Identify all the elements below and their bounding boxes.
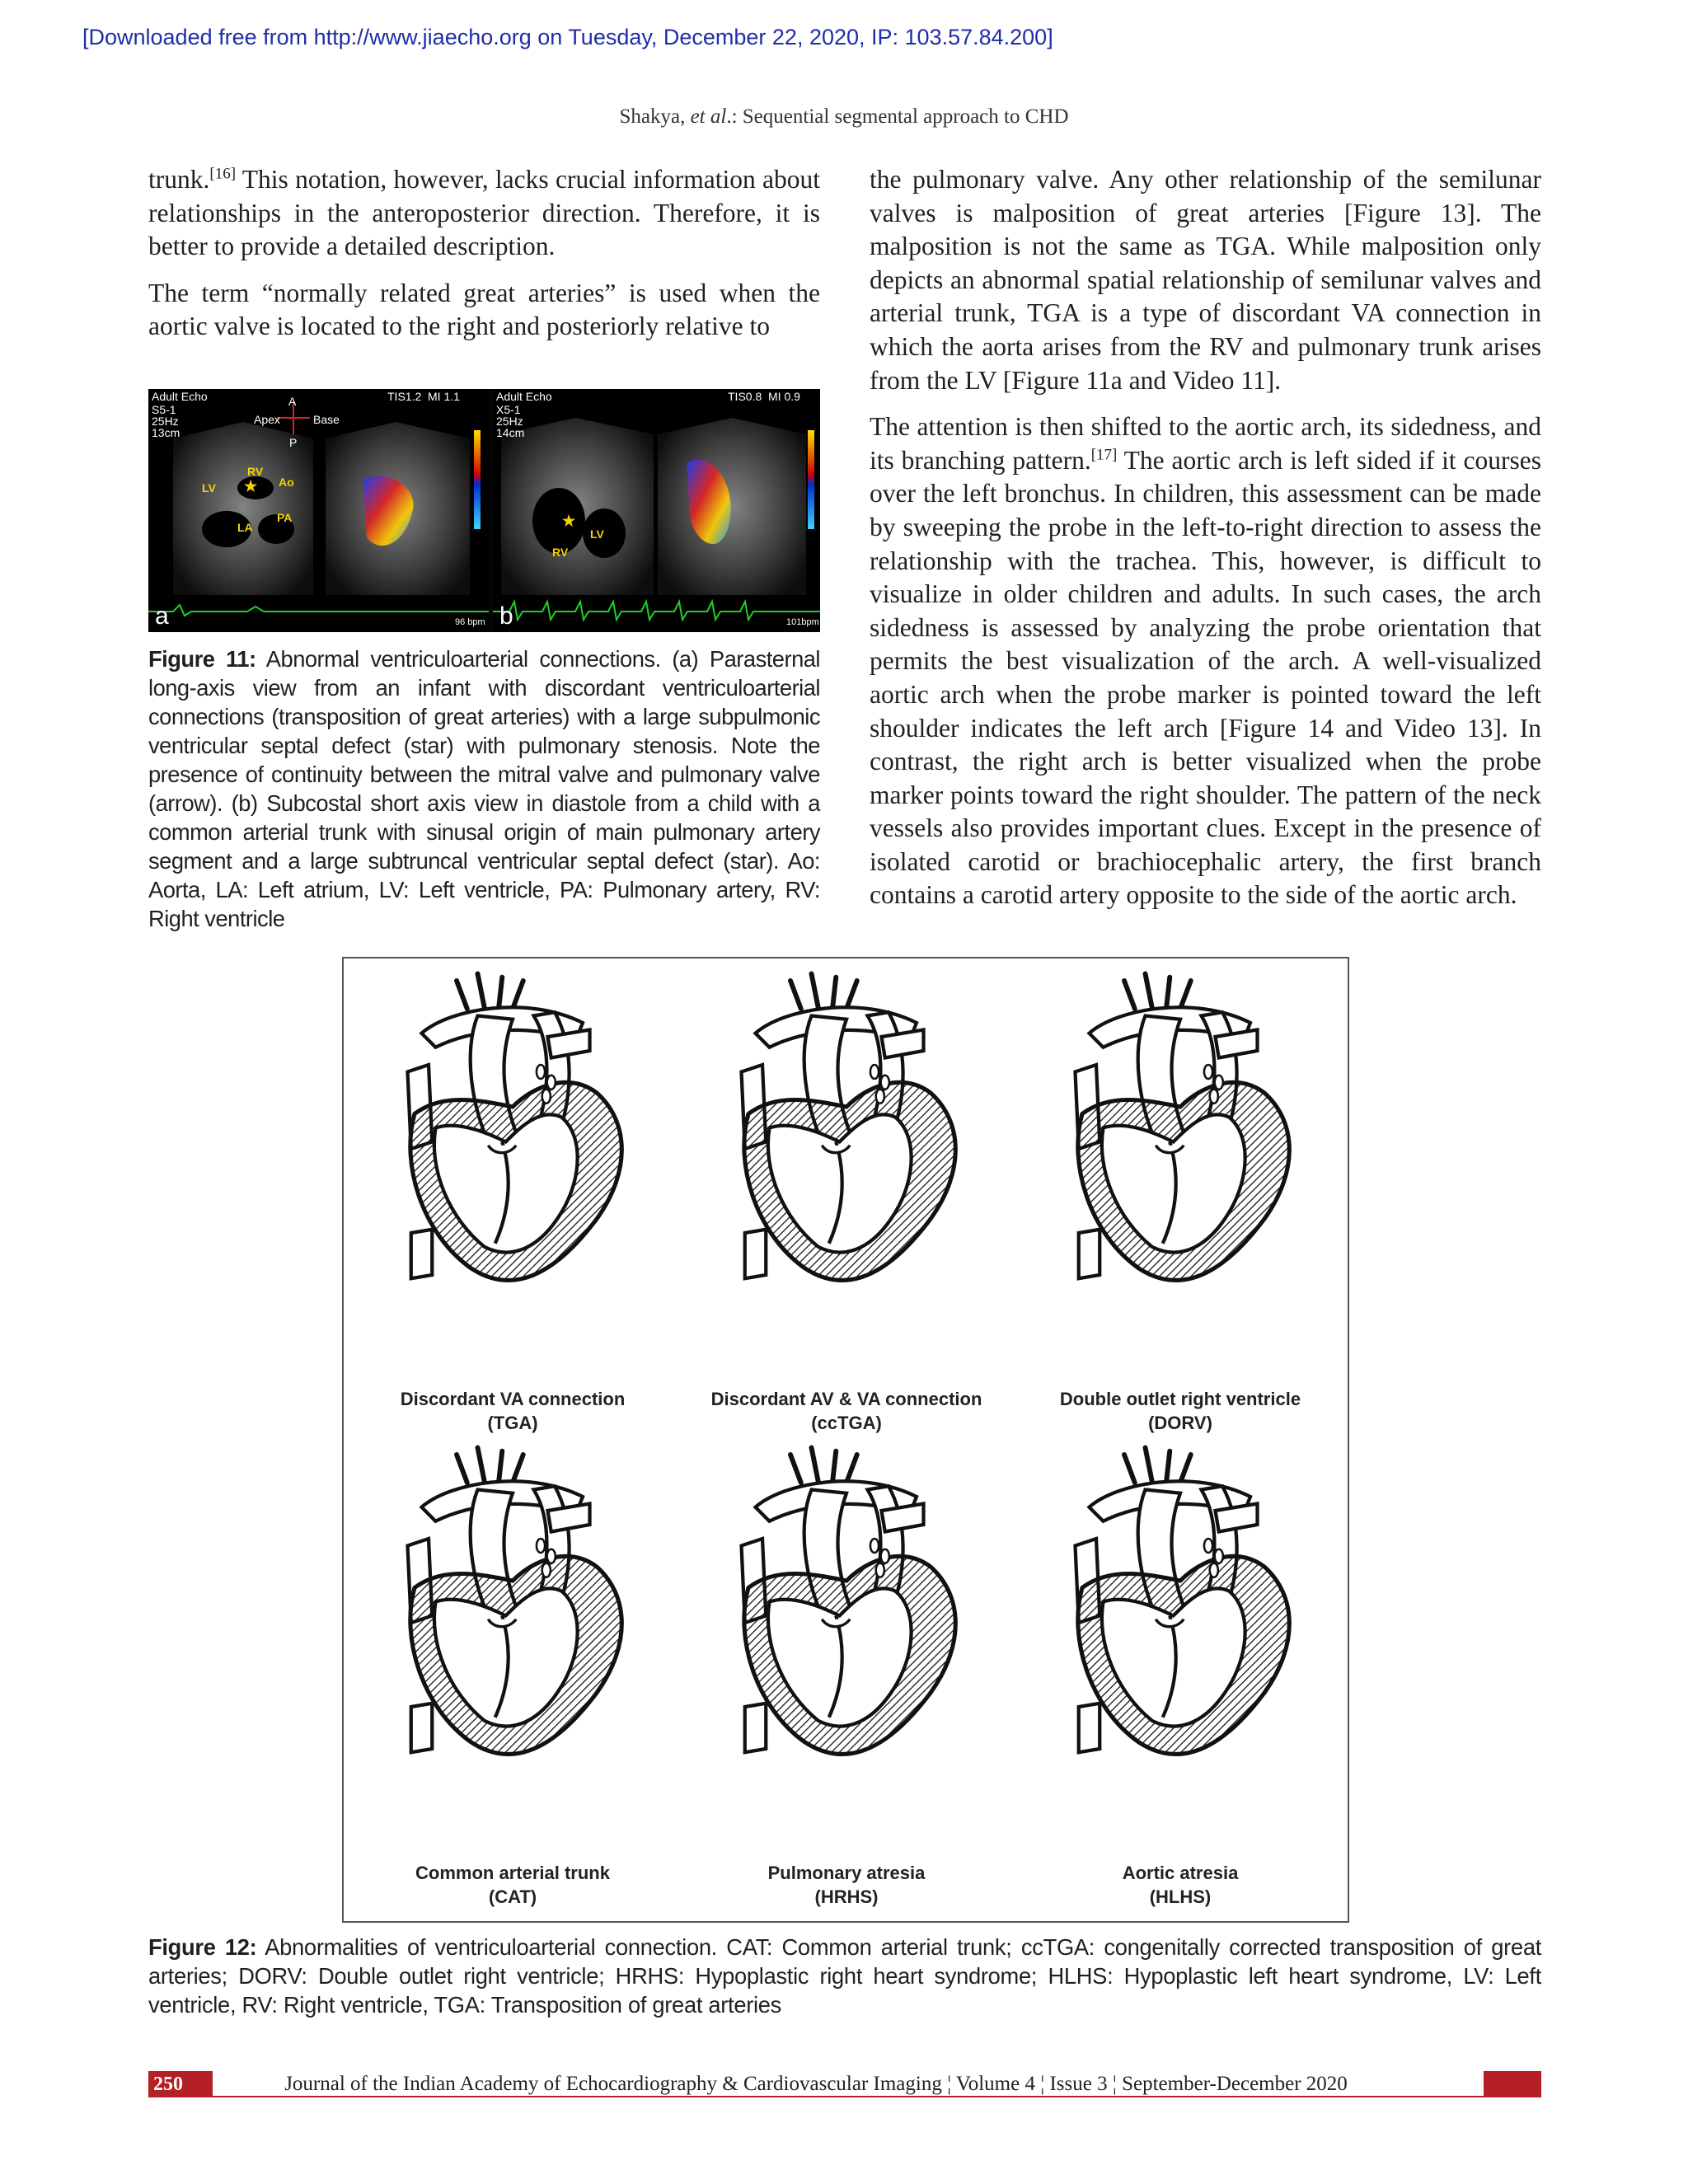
figure-12 [342,957,1349,1923]
orientation-base: Base [313,413,340,426]
orientation-p: P [289,436,298,449]
panel-label-hrhs [682,1861,1011,1909]
reference-16[interactable]: [16] [209,165,237,183]
page-number: 250 [148,2071,213,2097]
echo-b-tis: TIS0.8 MI 0.9 [728,390,800,403]
star-marker-icon: ★ [244,478,258,494]
reference-17[interactable]: [17] [1090,446,1118,464]
panel-label-line2: (HLHS) [1149,1886,1212,1907]
figure-11-caption-text: Abnormal ventriculoarterial connections. (a) Parasternal long-axis view from an infant with discordant ventriculoarterial connections (transposition of great arteries) with a large subpulmonic ventricular septal defect (star) with pulmonary stenosis. Note the presence of continuity between the mitral valve and pulmonary valve (arrow). (b) Subcostal short axis view in diastole from a child with a common arterial trunk with sinusal origin of main pulmonary artery segment and a large subtruncal ventricular septal defect (star). Ao: Aorta, LA: Left atrium, LV: Left ventricle, PA: Pulmonary artery, RV: Right ventricle [148,646,821,931]
figure-12-caption-text: Abnormalities of ventriculoarterial connection. CAT: Common arterial trunk; ccTGA: congenitally corrected transposition of great arteries; DORV: Double outlet right ventricle; HRHS: Hypoplastic right heart syndrome; HLHS: Hypoplastic left heart syndrome, LV: Left ventricle, RV: Right ventricle, TGA: Transposition of great arteries [148,1934,1541,2018]
panel-label-tga [348,1387,678,1435]
anatomy-label: LV [590,527,604,541]
panel-label-line1: Discordant AV & VA connection [710,1389,982,1409]
right-p2-rest: The aortic arch is left sided if it courses over the left bronchus. In children, this assessment can be made by sweeping the probe in the left-to-right direction to assess the relationship with the trachea. This, however, is difficult to visualize in older children and adults. In such cases, the arch sidedness is assessed by analyzing the probe orientation that permits the best visualization of the arch. A well-visualized aortic arch when the probe marker is pointed toward the left shoulder indicates the left arch [Figure 14 and Video 13]. In contrast, the right arch is better visualized when the probe marker points toward the right shoulder. The pattern of the neck vessels also provides important clues. Except in the presence of isolated carotid or brachiocephalic artery, the first branch contains a carotid artery opposite to the side of the aortic arch. [870,445,1541,910]
heart-diagram-cat [373,1441,653,1791]
echo-a-tis: TIS1.2 MI 1.1 [387,390,460,403]
panel-label-line1: Double outlet right ventricle [1059,1389,1301,1409]
orientation-a: A [288,395,297,408]
left-p1-start: trunk. [148,165,210,194]
panel-label-cctga [682,1387,1011,1435]
panel-label-hlhs [1015,1861,1345,1909]
panel-label-line2: (CAT) [488,1886,537,1907]
echo-b-heart-rate: 101bpm [786,617,819,627]
panel-label-cat [348,1861,678,1909]
echo-a-probe: S5-1 25Hz 13cm [152,403,181,439]
panel-label-line1: Pulmonary atresia [767,1863,926,1883]
running-head-title: .: Sequential segmental approach to CHD [726,105,1069,128]
star-marker-icon: ★ [562,513,576,529]
echo-b-header: Adult Echo [496,390,552,403]
left-p1-rest: This notation, however, lacks crucial information about relationships in the anteroposterior direction. Therefore, it is better to provide a detailed description. [148,165,820,261]
anatomy-label: LV [202,481,216,494]
figure-11-caption [148,644,820,933]
right-paragraph-1: the pulmonary valve. Any other relationship of the semilunar valves is malposition of great arteries [Figure 13]. The malposition is not the same as TGA. While malposition only depicts an abnormal spatial relationship of semilunar valves and arterial trunk, TGA is a type of discordant VA connection in which the aorta arises from the RV and pulmonary trunk arises from the LV [Figure 11a and Video 11]. [870,165,1541,395]
orientation-apex: Apex [254,413,280,426]
panel-label-line1: Aortic atresia [1122,1863,1239,1883]
figure-12-label: Figure 12: [148,1934,257,1960]
journal-footer: Journal of the Indian Academy of Echocardiography & Cardiovascular Imaging ¦ Volume 4 ¦ Issue 3 ¦ September-December 2020 [284,2073,1348,2095]
figure-11 [148,389,820,632]
heart-diagram-hrhs [706,1441,987,1791]
echo-b-probe: X5-1 25Hz 14cm [496,403,525,439]
right-paragraph-2 [870,410,1541,912]
panel-label-line2: (TGA) [487,1413,538,1433]
echo-a-header: Adult Echo [152,390,208,403]
running-head-authors: Shakya, [619,105,691,128]
echo-image-b [493,389,820,632]
panel-label-line1: Common arterial trunk [415,1863,610,1883]
figure-12-caption [148,1933,1541,2019]
running-head [0,105,1688,129]
right-p2-start: The attention is then shifted to the aortic arch, its sidedness, and its branching pattern. [870,412,1541,475]
heart-diagram-cctga [706,967,987,1317]
anatomy-label: RV [247,465,264,478]
anatomy-label: LA [237,521,253,534]
panel-label-line1: Discordant VA connection [400,1389,626,1409]
heart-diagram-dorv [1040,967,1320,1317]
left-paragraph-1 [148,163,820,264]
anatomy-label: Ao [279,476,294,489]
panel-letter-b: b [499,602,513,630]
running-head-et-al: et al [690,105,727,128]
anatomy-label: PA [277,511,293,524]
right-column [870,163,1541,926]
panel-label-line2: (ccTGA) [811,1413,882,1433]
panel-label-dorv [1015,1387,1345,1435]
panel-letter-a: a [155,602,169,630]
echo-panel-a [148,389,489,632]
figure-11-label: Figure 11: [148,646,256,672]
echo-a-heart-rate: 96 bpm [455,617,485,627]
footer-accent-block [1484,2071,1541,2097]
heart-diagram-tga [373,967,653,1317]
echo-panel-b [493,389,820,632]
left-column [148,163,820,357]
left-paragraph-2: The term “normally related great arteries” is used when the aortic valve is located to the right and posteriorly relative to [148,278,820,341]
panel-label-line2: (HRHS) [814,1886,879,1907]
anatomy-label: RV [552,546,569,559]
heart-diagram-hlhs [1040,1441,1320,1791]
panel-label-line2: (DORV) [1148,1413,1212,1433]
download-banner[interactable]: [Downloaded free from http://www.jiaecho.org on Tuesday, December 22, 2020, IP: 103.57.84.200] [82,25,1053,49]
